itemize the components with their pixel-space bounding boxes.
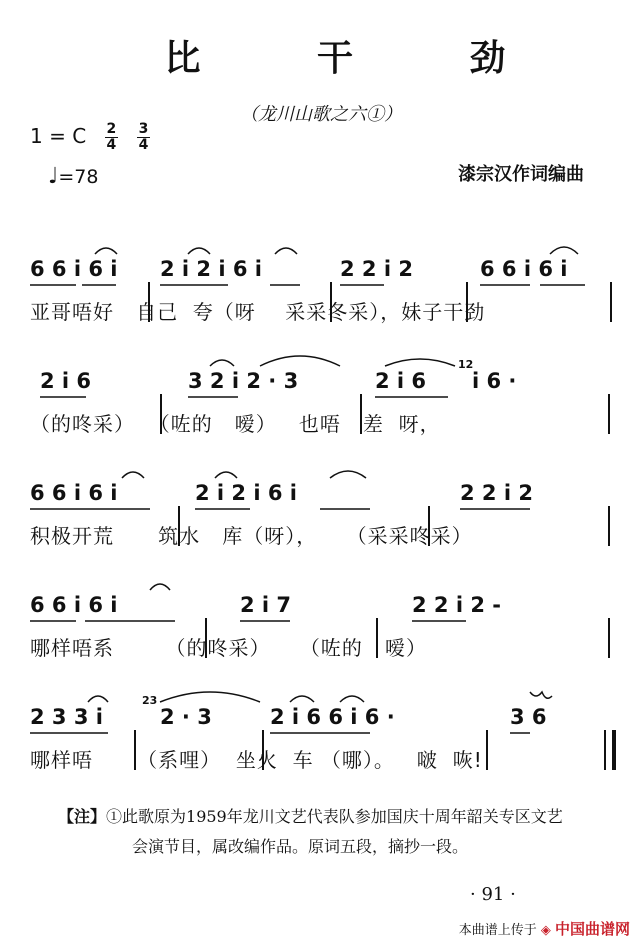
tempo-value: =78: [58, 166, 99, 188]
score-row-5: [0, 666, 642, 784]
score-row-1: [0, 218, 642, 336]
notation-numbers: 6 6 i 6 i 2 i 2 i 6 i 2 2 i 2 6 6 i 6 i: [0, 256, 642, 286]
notation-numbers: 6 6 i 6 i 2 i 7 2 2 i 2 -: [0, 592, 642, 622]
footnote-text: ①此歌原为1959年龙川文艺代表队参加国庆十周年韶关专区文艺: [106, 807, 563, 826]
site-logo-icon: ◈: [540, 923, 551, 938]
footer-prefix: 本曲谱上传于: [458, 923, 537, 938]
score-row-2: [0, 330, 642, 448]
notation-numbers: 2 i 6 3 2 i 2 · 3 2 i 6 12 i 6 ·: [0, 368, 642, 398]
footnote-line-1: [58, 804, 563, 827]
time-signature-2: $\frac{3}{4}$: [138, 121, 149, 153]
lyric-line: 哪样唔 （系哩） 坐火 车 （哪）。 啵 咴!: [30, 748, 483, 772]
tempo-marking: [48, 164, 99, 189]
footnote-line-2: 会演节目，属改编作品。原词五段，摘抄一段。: [132, 837, 469, 856]
grace-note: 12: [458, 358, 474, 371]
lyric-line: （的咚采） （咗的 嗳） 也唔 差 呀，: [30, 412, 441, 436]
key-text: 1 = C: [30, 124, 87, 148]
time-signature-1: $\frac{2}{4}$: [106, 121, 117, 153]
song-subtitle: （龙川山歌之六①）: [240, 104, 402, 125]
score-row-4: [0, 554, 642, 672]
page-number: · 91 ·: [470, 884, 516, 905]
composer-credit: 漆宗汉作词编曲: [458, 164, 584, 185]
lyric-line: 亚哥唔好 自己 夸（呀 采采冬采），妹子干劲: [30, 300, 486, 324]
song-title: 比 干 劲: [164, 38, 558, 79]
lyric-line: 哪样唔系 （的咚采） （咗的 嗳）: [30, 636, 428, 660]
key-signature: [30, 122, 150, 153]
quarter-note-icon: ♩: [48, 164, 59, 189]
score-row-3: [0, 442, 642, 560]
upload-footer: [459, 918, 630, 939]
lyric-line: 积极开荒 筑水 库（呀）， （采采咚采）: [30, 524, 473, 548]
footnote-label: 【注】: [58, 807, 107, 826]
grace-note: 23: [142, 694, 158, 707]
footer-brand[interactable]: 中国曲谱网: [554, 920, 630, 938]
notation-numbers: 6 6 i 6 i 2 i 2 i 6 i 2 2 i 2: [0, 480, 642, 510]
notation-numbers: 2 3 3 i 23 2 · 3 2 i 6 6 i 6 · 3 6: [0, 704, 642, 734]
